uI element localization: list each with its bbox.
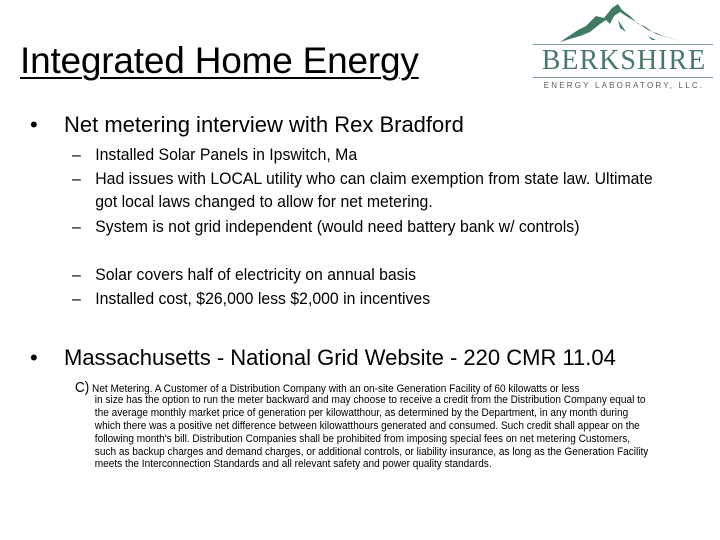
legal-body: in size has the option to run the meter backward and may choose to receive a credit from the Distribution Company equal to the average monthly market price of generation per kilowatthour, as determined by the Department, in any month during which there was a positive net difference between kilowatthours generated and consumed. Such credit shall appear on the following month's bill. Distribution Companies shall be prohibited from imposing special fees on net metering Customers, such as backup charges and demand charges, or additional controls, or liability insurance, as long as the Generation Facility meets the Interconnection Standards and all relevant safety and power quality standards. <box>94 393 649 471</box>
legal-first-line: Net Metering. A Customer of a Distribution Company with an on-site Generation Facility of 60 kilowatts or less <box>92 383 580 395</box>
bullet-symbol: • <box>30 345 38 370</box>
subitem-text: Solar covers half of electricity on annual basis <box>95 265 417 284</box>
subitem-text: Had issues with LOCAL utility who can claim exemption from state law. Ultimate got local laws changed to allow for net metering. <box>95 169 653 211</box>
logo-rule-bottom <box>533 77 713 78</box>
subitem <box>72 167 667 213</box>
dash-symbol: – <box>72 217 81 236</box>
bullet-massachusetts <box>30 345 616 371</box>
bullet-symbol: • <box>30 112 38 137</box>
legal-marker: C) <box>75 379 90 396</box>
mountain-icon <box>560 2 690 44</box>
legal-excerpt <box>75 379 651 471</box>
subitem-text: Installed cost, $26,000 less $2,000 in incentives <box>95 289 431 308</box>
subitem <box>72 287 667 310</box>
slide-title: Integrated Home Energy <box>20 40 419 81</box>
dash-symbol: – <box>72 169 81 188</box>
berkshire-logo <box>520 0 720 100</box>
bullet-text: Net metering interview with Rex Bradford <box>64 112 464 137</box>
dash-symbol: – <box>72 145 81 164</box>
logo-name: BERKSHIRE <box>541 45 707 76</box>
subitem-text: System is not grid independent (would need battery bank w/ controls) <box>95 217 580 236</box>
logo-subtitle: ENERGY LABORATORY, LLC. <box>543 81 705 90</box>
bullet-interview <box>30 112 464 138</box>
subitem <box>72 215 667 238</box>
dash-symbol: – <box>72 265 81 284</box>
dash-symbol: – <box>72 289 81 308</box>
subitem-text: Installed Solar Panels in Ipswitch, Ma <box>95 145 358 164</box>
subitem <box>72 143 667 166</box>
bullet-text: Massachusetts - National Grid Website - 220 CMR 11.04 <box>64 345 616 370</box>
subitem <box>72 263 667 286</box>
